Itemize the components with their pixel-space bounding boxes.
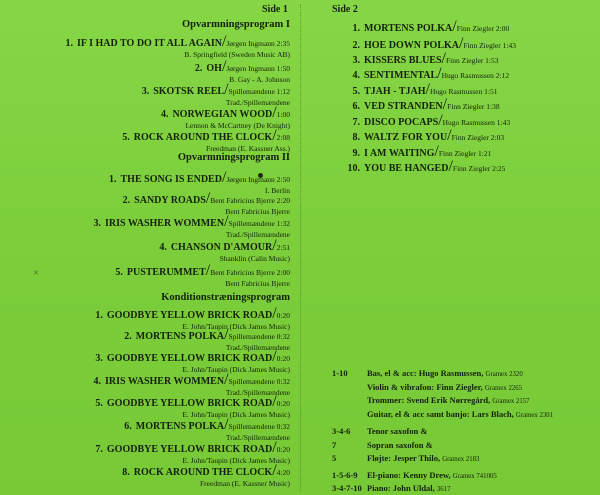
credit-tracks: 3-4-7-10 — [332, 483, 362, 493]
track-row: 3. SKOTSK REEL/Spillemændene 1:12 Trad./Spillemændene — [0, 84, 290, 107]
track-row: 5. PUSTERUMMET/Bent Fabricius Bjerre 2:00 Bent Fabricius Bjerre — [0, 265, 290, 288]
track-credit: Trad./Spillemændene — [225, 388, 290, 397]
track-row: 7. GOODBYE YELLOW BRICK ROAD/0:20 E. John/Taupin (Dick James Music) — [0, 442, 290, 465]
track-number: 7. — [95, 444, 103, 455]
track-title: SANDY ROADS — [134, 195, 206, 206]
track-info: Hugo Rasmussen 1:43 — [442, 118, 511, 127]
track-info: Spillemændene 1:32 — [228, 219, 290, 228]
track-info: Finn Ziegler 2:00 — [456, 24, 510, 33]
track-info: Hugo Rasmussen 1:51 — [429, 87, 498, 96]
pencil-x-mark: × — [33, 268, 39, 279]
track-number: 2. — [122, 195, 131, 206]
track-row: 5. ROCK AROUND THE CLOCK/2:08 Freedman (E. Kassner Ass.) — [0, 130, 290, 153]
track-row: 9. I AM WAITING/Finn Ziegler 1:21 — [332, 146, 491, 160]
track-title: THE SONG IS ENDED — [120, 174, 222, 185]
track-row: 1. GOODBYE YELLOW BRICK ROAD/0:20 E. John/Taupin (Dick James Music) — [0, 308, 290, 331]
track-info: Finn Ziegler 1:43 — [463, 41, 516, 50]
track-title: WALTZ FOR YOU — [364, 132, 448, 143]
column-divider — [300, 4, 302, 492]
credit-label: Gramex 2265 — [484, 385, 523, 392]
track-title: MORTENS POLKA — [135, 421, 225, 432]
track-info: Spillemændene 0:32 — [228, 377, 290, 386]
program-title: Konditionstræningsprogram — [161, 292, 290, 303]
track-row: 6. VED STRANDEN/Finn Ziegler 1:38 — [332, 99, 500, 113]
track-number: 2. — [124, 331, 132, 342]
track-credit: Freedman (E. Kassner Ass.) — [206, 144, 290, 153]
track-number: 7. — [352, 117, 360, 128]
track-title: ROCK AROUND THE CLOCK — [133, 132, 273, 143]
track-credit: Lennon & McCartney (De Knight) — [185, 121, 290, 130]
track-title: PUSTERUMMET — [126, 267, 206, 278]
track-row: 3. GOODBYE YELLOW BRICK ROAD/0:20 E. John/Taupin (Dick James Music) — [0, 351, 290, 374]
track-credit: Trad./Spillemændene — [225, 98, 290, 107]
track-info: Finn Ziegler 1:53 — [446, 56, 499, 65]
track-info: Finn Ziegler 1:38 — [447, 102, 500, 111]
track-number: 3. — [93, 218, 101, 229]
track-row: 10. YOU BE HANGED/Finn Ziegler 2:25 — [332, 161, 505, 175]
track-number: 6. — [352, 101, 360, 112]
credit-label: Gramex 2301 — [515, 412, 554, 419]
program-title: Opvarmningsprogram I — [181, 19, 290, 30]
track-title: GOODBYE YELLOW BRICK ROAD — [106, 444, 273, 455]
credit-role: El-piano: Kenny Drew, — [367, 470, 451, 480]
track-row: 5. GOODBYE YELLOW BRICK ROAD/0:20 E. John/Taupin (Dick James Music) — [0, 396, 290, 419]
track-number: 2. — [194, 63, 203, 74]
track-credit: Trad./Spillemændene — [225, 230, 290, 239]
track-credit: Shanklin (Calin Music) — [219, 254, 290, 263]
track-info: Jørgen Ingmann 2:50 — [226, 175, 290, 184]
track-number: 5. — [95, 398, 103, 409]
track-info: 4:20 — [276, 468, 290, 477]
track-title: HOE DOWN POLKA — [364, 40, 460, 51]
credit-tracks: 5 — [332, 453, 337, 463]
program-title: Opvarmningsprogram II — [177, 152, 290, 163]
track-row: 4. NORWEGIAN WOOD/1:00 Lennon & McCartney (De Knight) — [0, 107, 290, 130]
track-credit: B. Gay - A. Johnson — [229, 75, 290, 84]
track-title: MORTENS POLKA — [364, 23, 453, 34]
track-credit: B. Springfield (Sweden Music AB) — [184, 50, 290, 59]
credit-role: Guitar, el & acc samt banjo: Lars Blach, — [367, 409, 514, 419]
track-title: IRIS WASHER WOMMEN — [104, 376, 225, 387]
track-info: 1:00 — [276, 110, 290, 119]
track-credit: E. John/Taupin (Dick James Music) — [182, 456, 290, 465]
track-title: KISSERS BLUES — [364, 55, 442, 66]
track-number: 5. — [122, 132, 130, 143]
track-info: Spillemændene 0:32 — [228, 422, 290, 431]
track-number: 4. — [160, 109, 169, 120]
track-row: 4. CHANSON D'AMOUR/2:51 Shanklin (Calin Music) — [0, 240, 290, 263]
track-credit: E. John/Taupin (Dick James Music) — [182, 365, 290, 374]
track-title: CHANSON D'AMOUR — [170, 242, 273, 253]
credit-label: Gramex 741005 — [452, 473, 497, 480]
track-row: 1. IF I HAD TO DO IT ALL AGAIN/Jørgen Ingmann 2:35 B. Springfield (Sweden Music AB) — [0, 36, 290, 59]
credit-role: Sopran saxofon & — [367, 440, 433, 450]
track-row: 7. DISCO POCAPS/Hugo Rasmussen 1:43 — [332, 115, 510, 129]
track-row: 8. ROCK AROUND THE CLOCK/4:20 Freedman (E. Kassner Music) — [0, 465, 290, 488]
track-row: 2. SANDY ROADS/Bent Fabricius Bjerre 2:20 Bent Fabricius Bjerre — [0, 193, 290, 216]
track-title: GOODBYE YELLOW BRICK ROAD — [106, 398, 273, 409]
credit-label: Gramex 2157 — [492, 398, 530, 405]
track-number: 1. — [95, 310, 103, 321]
track-number: 4. — [352, 70, 360, 81]
track-number: 9. — [352, 148, 360, 159]
track-title: IRIS WASHER WOMMEN — [104, 218, 225, 229]
track-info: Spillemændene 0:32 — [228, 332, 290, 341]
track-title: OH — [206, 63, 222, 74]
track-number: 4. — [93, 376, 101, 387]
track-row: 1. THE SONG IS ENDED/Jørgen Ingmann 2:50 I. Berlin — [0, 172, 290, 195]
track-credit: Freedman (E. Kassner Music) — [200, 479, 290, 488]
credit-label: Gramex 2320 — [485, 371, 523, 378]
track-title: MORTENS POLKA — [135, 331, 225, 342]
track-title: TJAH - TJAH — [364, 86, 426, 97]
track-row: 5. TJAH - TJAH/Hugo Rasmussen 1:51 — [332, 84, 497, 98]
track-number: 1. — [109, 174, 117, 185]
credit-tracks: 3-4-6 — [332, 426, 351, 436]
track-row: 8. WALTZ FOR YOU/Finn Ziegler 2:03 — [332, 130, 504, 144]
track-credit: I. Berlin — [265, 186, 290, 195]
track-number: 8. — [352, 132, 360, 143]
side-2-heading: Side 2 — [332, 4, 358, 15]
credit-role: Piano: John Uldal, — [367, 483, 435, 493]
track-row: 1. MORTENS POLKA/Finn Ziegler 2:00 — [332, 21, 509, 35]
track-info: 0:20 — [276, 399, 290, 408]
track-row: 2. HOE DOWN POLKA/Finn Ziegler 1:43 — [332, 38, 516, 52]
track-title: GOODBYE YELLOW BRICK ROAD — [106, 353, 273, 364]
track-number: 1. — [65, 38, 73, 49]
credit-role: Trommer: Svend Erik Nørregård, — [367, 395, 491, 405]
track-title: GOODBYE YELLOW BRICK ROAD — [106, 310, 273, 321]
track-number: 5. — [115, 267, 123, 278]
track-credit: Trad./Spillemændene — [225, 433, 290, 442]
track-title: ROCK AROUND THE CLOCK — [133, 467, 273, 478]
track-info: 0:20 — [276, 354, 290, 363]
track-credit: Trad./Spillemændene — [225, 343, 290, 352]
track-row: 4. IRIS WASHER WOMMEN/Spillemændene 0:32 Trad./Spillemændene — [0, 374, 290, 397]
track-number: 10. — [347, 163, 360, 174]
track-info: Finn Ziegler 1:21 — [438, 149, 492, 158]
track-number: 4. — [159, 242, 167, 253]
track-info: Jørgen Ingmann 2:35 — [226, 39, 290, 48]
track-row: 2. OH/Jørgen Ingmann 1:50 B. Gay - A. Johnson — [0, 61, 290, 84]
track-info: 2:51 — [276, 243, 290, 252]
credit-label: Gramex 2183 — [442, 456, 480, 463]
track-row: 6. MORTENS POLKA/Spillemændene 0:32 Trad./Spillemændene — [0, 419, 290, 442]
track-title: SKOTSK REEL — [153, 86, 225, 97]
track-info: 2:08 — [276, 133, 290, 142]
track-title: YOU BE HANGED — [364, 163, 449, 174]
track-number: 5. — [352, 86, 360, 97]
track-credit: Bent Fabricius Bjerre — [225, 207, 290, 216]
credit-role: Bas, el & acc: Hugo Rasmussen, — [367, 368, 484, 378]
track-title: DISCO POCAPS — [364, 117, 439, 128]
track-row: 4. SENTIMENTAL/Hugo Rasmussen 2:12 — [332, 68, 509, 82]
track-credit: E. John/Taupin (Dick James Music) — [182, 410, 290, 419]
track-title: SENTIMENTAL — [364, 70, 438, 81]
track-info: Bent Fabricius Bjerre 2:00 — [210, 268, 290, 277]
credit-role: Violin & vibrafon: Finn Ziegler, — [367, 382, 483, 392]
track-number: 1. — [352, 23, 360, 34]
track-title: IF I HAD TO DO IT ALL AGAIN — [76, 38, 222, 49]
track-info: Finn Ziegler 2:03 — [451, 133, 505, 142]
track-info: Finn Ziegler 2:25 — [452, 164, 506, 173]
credit-tracks: 1-5-6-9 — [332, 470, 358, 480]
track-info: Bent Fabricius Bjerre 2:20 — [210, 196, 290, 205]
track-title: VED STRANDEN — [364, 101, 443, 112]
track-number: 3. — [352, 55, 360, 66]
credit-label: 3617 — [436, 486, 451, 493]
track-info: 0:20 — [276, 445, 290, 454]
track-number: 2. — [352, 40, 360, 51]
track-number: 3. — [141, 86, 150, 97]
track-number: 8. — [122, 467, 130, 478]
track-number: 3. — [95, 353, 103, 364]
track-title: NORWEGIAN WOOD — [172, 109, 273, 120]
track-row: 3. IRIS WASHER WOMMEN/Spillemændene 1:32 Trad./Spillemændene — [0, 216, 290, 239]
side-1-heading: Side 1 — [262, 4, 288, 15]
track-credit: Bent Fabricius Bjerre — [225, 279, 290, 288]
track-info: Spillemændene 1:12 — [228, 87, 290, 96]
track-number: 6. — [124, 421, 132, 432]
track-info: Hugo Rasmussen 2:12 — [441, 71, 510, 80]
track-credit: E. John/Taupin (Dick James Music) — [182, 322, 290, 331]
credit-role: Tenor saxofon & — [367, 426, 428, 436]
track-info: 0:20 — [276, 311, 290, 320]
track-row: 2. MORTENS POLKA/Spillemændene 0:32 Trad./Spillemændene — [0, 329, 290, 352]
track-row: 3. KISSERS BLUES/Finn Ziegler 1:53 — [332, 53, 499, 67]
track-info: Jørgen Ingmann 1:50 — [226, 64, 290, 73]
credit-tracks: 7 — [332, 440, 337, 450]
credit-role: Fløjte: Jesper Thilo, — [367, 453, 441, 463]
credit-tracks: 1-10 — [332, 368, 348, 378]
track-title: I AM WAITING — [364, 148, 435, 159]
